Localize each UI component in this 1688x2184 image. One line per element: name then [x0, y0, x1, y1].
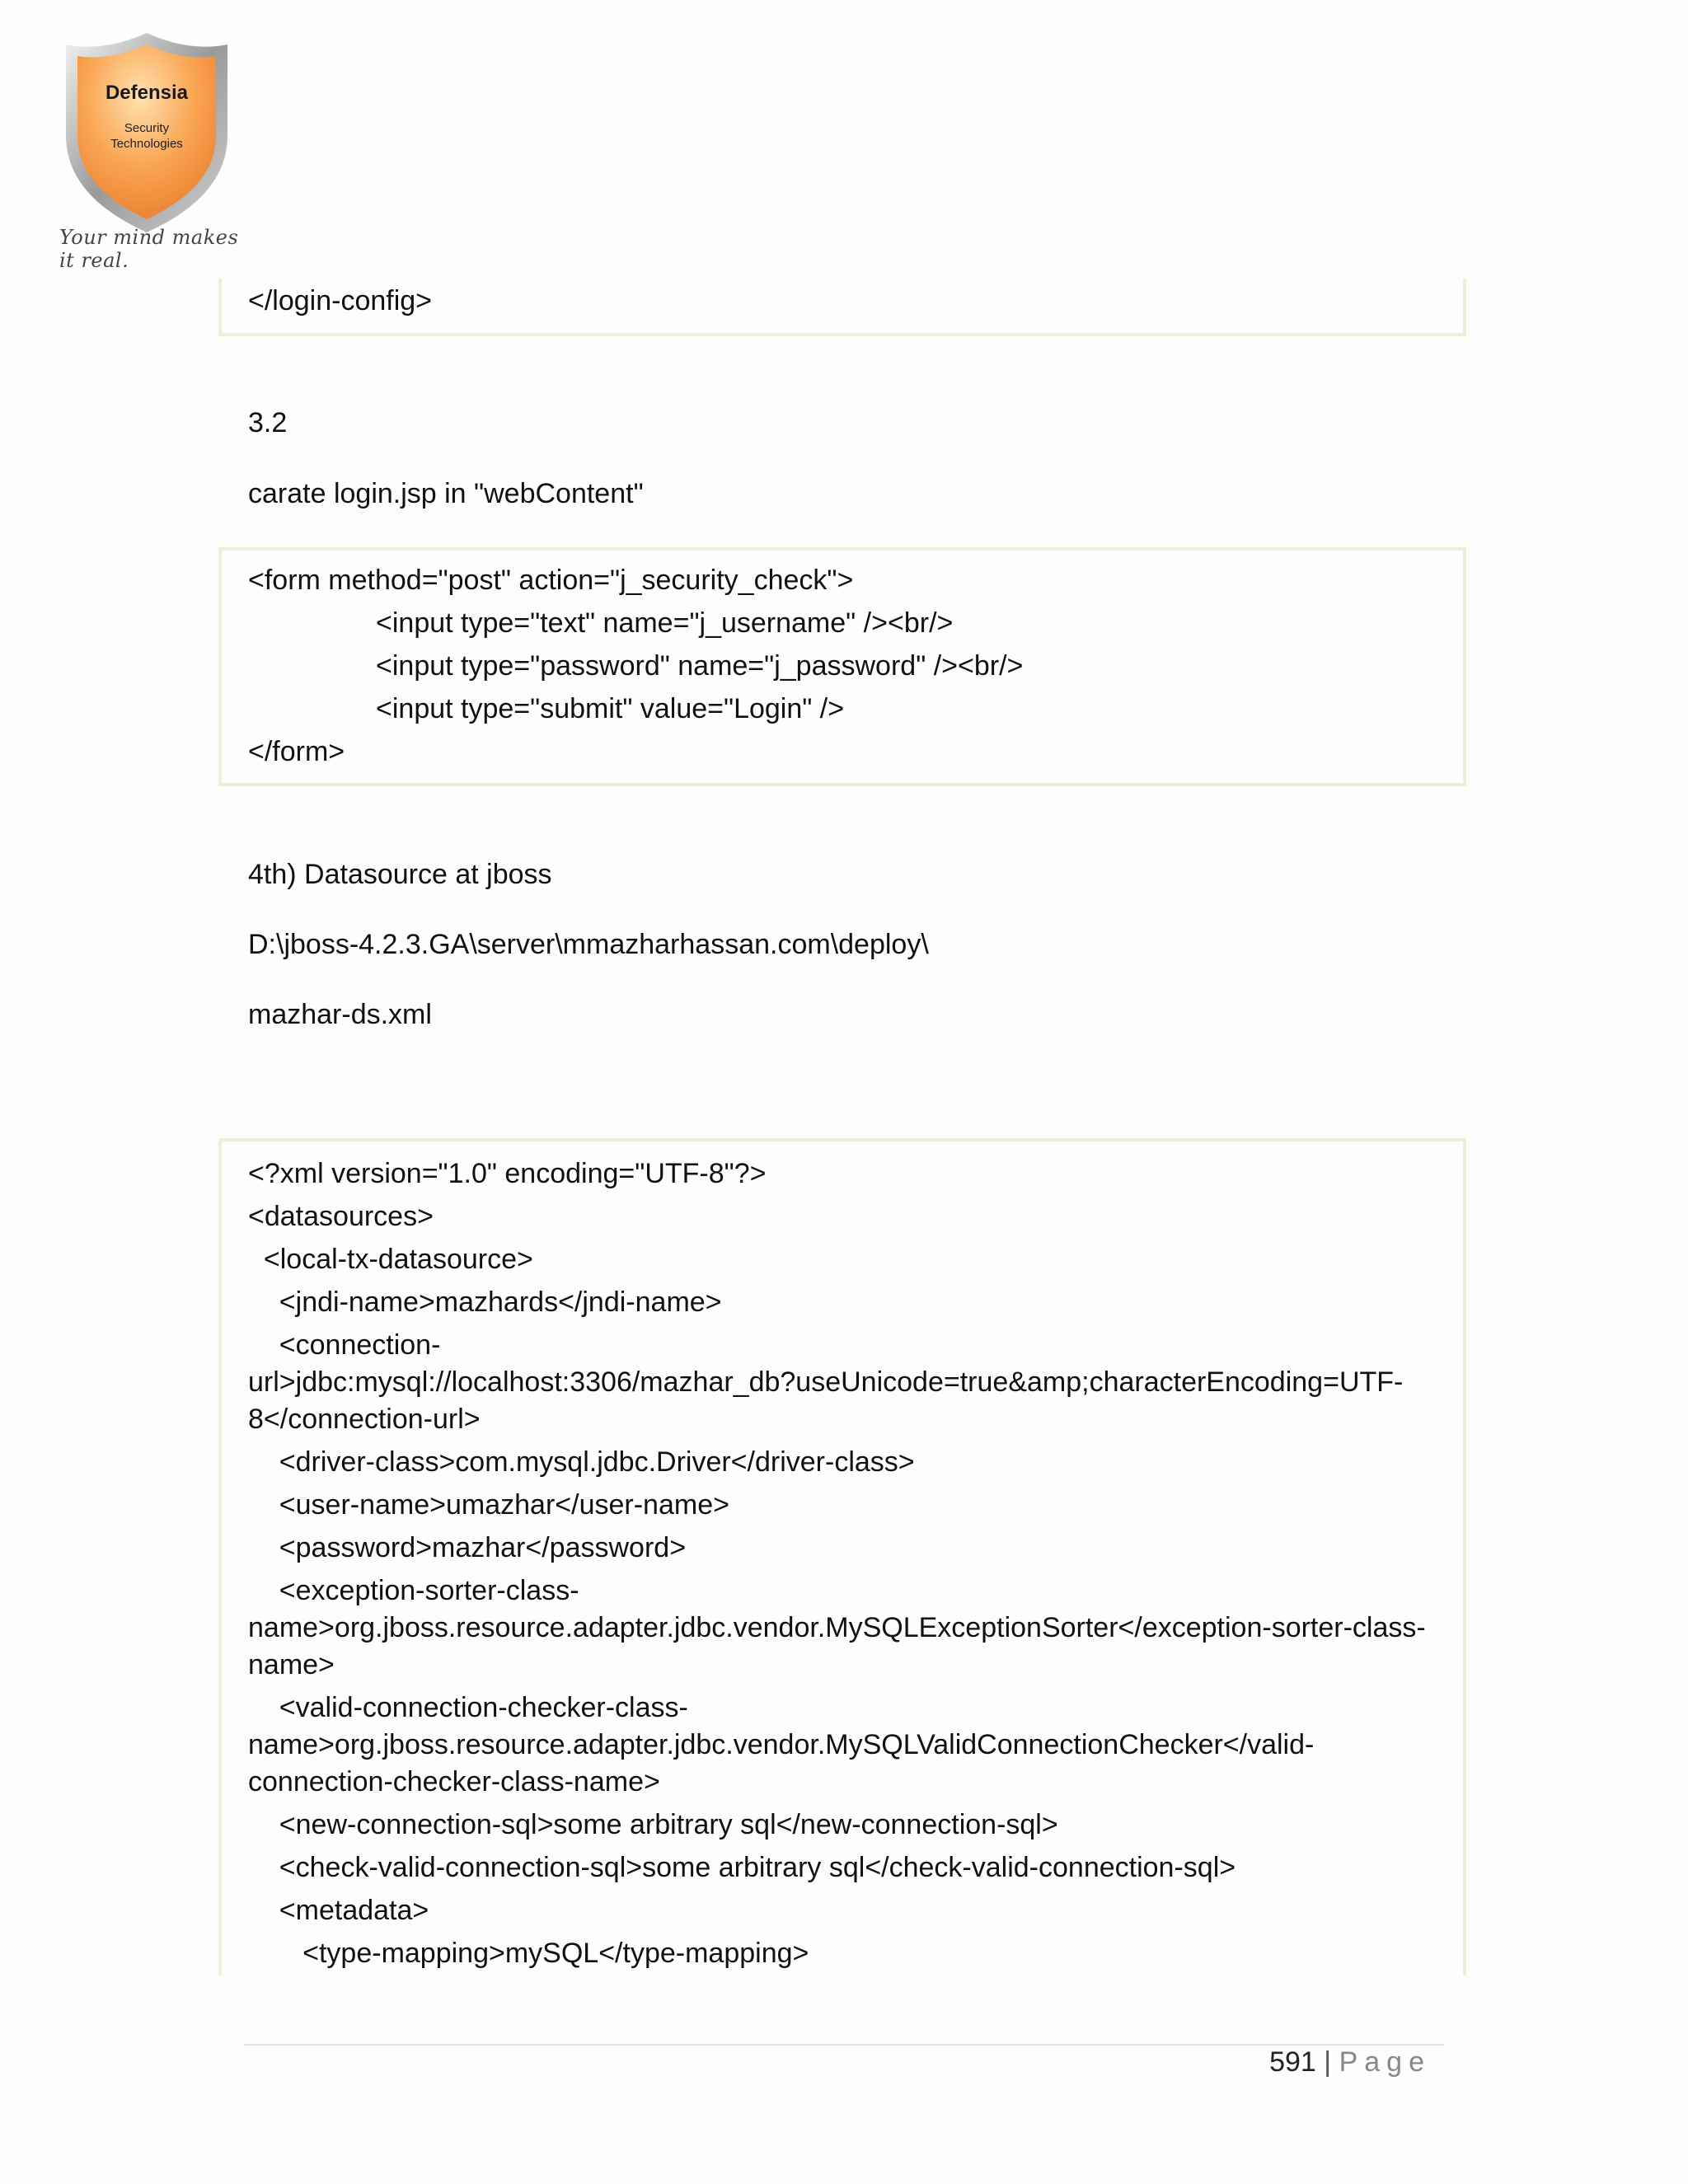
code-line: <connection- [248, 1329, 441, 1361]
section-number: 3.2 [248, 407, 288, 438]
logo-tagline: Your mind makes it real. [59, 226, 239, 272]
code-line: name>org.jboss.resource.adapter.jdbc.vendor.MySQLValidConnectionChecker</valid- [248, 1729, 1315, 1760]
code-line: <new-connection-sql>some arbitrary sql</new-connection-sql> [248, 1809, 1058, 1840]
code-line: </login-config> [248, 285, 433, 316]
code-line: <driver-class>com.mysql.jdbc.Driver</driver-class> [248, 1446, 915, 1478]
logo-name: Defensia [105, 82, 189, 104]
deploy-path: D:\jboss-4.2.3.GA\server\mmazharhassan.com\deploy\ [248, 929, 929, 960]
page-label: Page [1339, 2046, 1431, 2078]
section-heading: 4th) Datasource at jboss [248, 859, 552, 890]
code-line: <datasources> [248, 1201, 434, 1232]
code-line: <type-mapping>mySQL</type-mapping> [248, 1938, 809, 1969]
code-block-datasource-xml [218, 1138, 1466, 1975]
code-line: <metadata> [248, 1895, 429, 1926]
code-line: <user-name>umazhar</user-name> [248, 1489, 729, 1521]
code-line: name> [248, 1649, 335, 1680]
code-line: <check-valid-connection-sql>some arbitrary sql</check-valid-connection-sql> [248, 1852, 1236, 1883]
page-number: 591 [1269, 2046, 1316, 2078]
code-line: <valid-connection-checker-class- [248, 1692, 688, 1723]
code-line: <?xml version="1.0" encoding="UTF-8"?> [248, 1158, 767, 1189]
logo-sub1: Security [124, 121, 170, 135]
code-line: <input type="text" name="j_username" /><br/> [376, 607, 954, 639]
code-line: <jndi-name>mazhards</jndi-name> [248, 1286, 722, 1318]
code-block-login-config [218, 279, 1466, 336]
code-block-login-form [218, 547, 1466, 786]
page-footer [1269, 2046, 1431, 2079]
footer-divider [244, 2044, 1444, 2046]
code-line: connection-checker-class-name> [248, 1766, 660, 1797]
code-line: <exception-sorter-class- [248, 1575, 579, 1606]
code-line: url>jdbc:mysql://localhost:3306/mazhar_db?useUnicode=true&amp;characterEncoding=UTF- [248, 1366, 1404, 1398]
section-instruction: carate login.jsp in "webContent" [248, 478, 644, 509]
code-line: <password>mazhar</password> [248, 1532, 687, 1563]
code-line: 8</connection-url> [248, 1404, 481, 1435]
code-line: </form> [248, 736, 345, 767]
code-line: name>org.jboss.resource.adapter.jdbc.vendor.MySQLExceptionSorter</exception-sorter-class- [248, 1612, 1426, 1643]
page-separator: | [1324, 2046, 1332, 2078]
code-line: <form method="post" action="j_security_check"> [248, 565, 854, 596]
code-line: <input type="password" name="j_password" /><br/> [376, 650, 1024, 682]
code-line: <input type="submit" value="Login" /> [376, 693, 845, 724]
ds-filename: mazhar-ds.xml [248, 999, 432, 1030]
logo-sub2: Technologies [110, 137, 183, 151]
code-line: <local-tx-datasource> [248, 1244, 533, 1275]
